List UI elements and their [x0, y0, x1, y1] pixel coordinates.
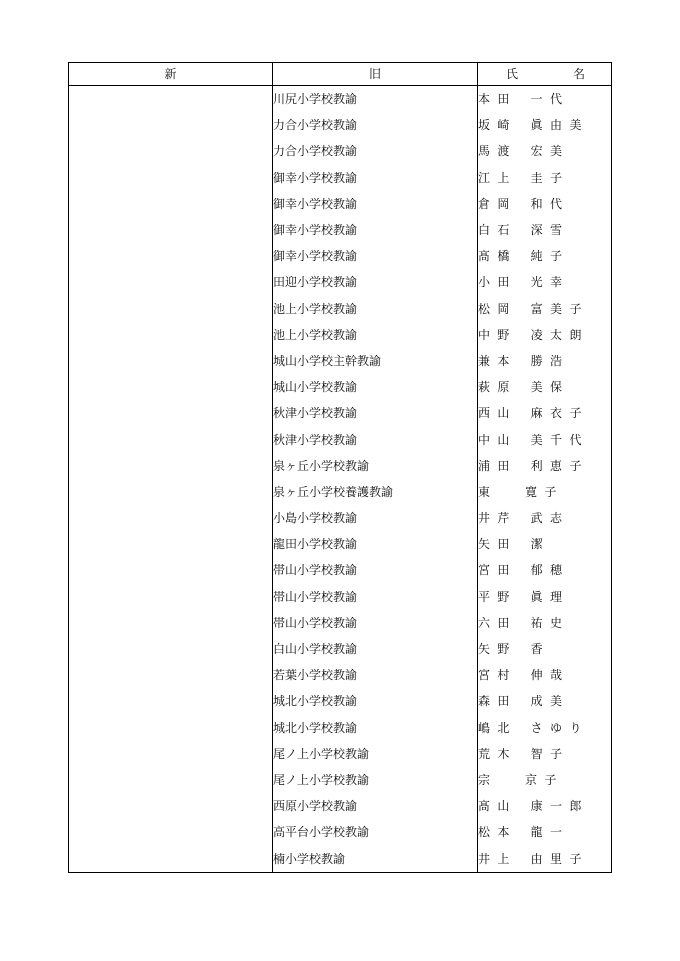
name-cell: 兼 本 勝 浩: [478, 348, 612, 374]
header-new: 新: [69, 63, 273, 86]
name-cell: 矢 田 潔: [478, 531, 612, 557]
table-row: [69, 793, 612, 819]
table-row: [69, 426, 612, 452]
name-cell: 宮 田 郁 穂: [478, 557, 612, 583]
new-position-cell: [69, 845, 273, 872]
table-row: [69, 165, 612, 191]
old-position-cell: 龍田小学校教諭: [273, 531, 478, 557]
new-position-cell: [69, 531, 273, 557]
old-position-cell: 御幸小学校教諭: [273, 165, 478, 191]
old-position-cell: 楠小学校教諭: [273, 845, 478, 872]
new-position-cell: [69, 636, 273, 662]
new-position-cell: [69, 217, 273, 243]
old-position-cell: 小島小学校教諭: [273, 505, 478, 531]
old-position-cell: 帯山小学校教諭: [273, 584, 478, 610]
new-position-cell: [69, 243, 273, 269]
name-cell: 江 上 圭 子: [478, 165, 612, 191]
new-position-cell: [69, 191, 273, 217]
name-cell: 浦 田 利 恵 子: [478, 453, 612, 479]
old-position-cell: 力合小学校教諭: [273, 138, 478, 164]
old-position-cell: 高平台小学校教諭: [273, 819, 478, 845]
header-name-given: 名: [572, 67, 585, 81]
new-position-cell: [69, 348, 273, 374]
name-cell: 白 石 深 雪: [478, 217, 612, 243]
new-position-cell: [69, 165, 273, 191]
new-position-cell: [69, 793, 273, 819]
old-position-cell: 泉ヶ丘小学校教諭: [273, 453, 478, 479]
name-cell: 平 野 眞 理: [478, 584, 612, 610]
old-position-cell: 池上小学校教諭: [273, 296, 478, 322]
new-position-cell: [69, 505, 273, 531]
old-position-cell: 御幸小学校教諭: [273, 191, 478, 217]
new-position-cell: [69, 557, 273, 583]
new-position-cell: [69, 426, 273, 452]
old-position-cell: 池上小学校教諭: [273, 322, 478, 348]
old-position-cell: 力合小学校教諭: [273, 112, 478, 138]
new-position-cell: [69, 819, 273, 845]
name-cell: 中 山 美 千 代: [478, 426, 612, 452]
table-row: [69, 505, 612, 531]
name-cell: 坂 崎 眞 由 美: [478, 112, 612, 138]
new-position-cell: [69, 138, 273, 164]
name-cell: 井 上 由 里 子: [478, 845, 612, 872]
old-position-cell: 帯山小学校教諭: [273, 557, 478, 583]
old-position-cell: 泉ヶ丘小学校養護教諭: [273, 479, 478, 505]
personnel-table: [68, 62, 612, 873]
table-row: [69, 610, 612, 636]
new-position-cell: [69, 767, 273, 793]
name-cell: 髙 橋 純 子: [478, 243, 612, 269]
old-position-cell: 城北小学校教諭: [273, 715, 478, 741]
old-position-cell: 帯山小学校教諭: [273, 610, 478, 636]
new-position-cell: [69, 269, 273, 295]
table-row: [69, 243, 612, 269]
name-cell: 小 田 光 幸: [478, 269, 612, 295]
old-position-cell: 御幸小学校教諭: [273, 217, 478, 243]
header-name-family: 氏: [506, 67, 519, 81]
new-position-cell: [69, 662, 273, 688]
new-position-cell: [69, 610, 273, 636]
header-name: [478, 63, 612, 86]
name-cell: 矢 野 香: [478, 636, 612, 662]
name-cell: 馬 渡 宏 美: [478, 138, 612, 164]
new-position-cell: [69, 296, 273, 322]
name-cell: 嶋 北 さ ゆ り: [478, 715, 612, 741]
name-cell: 井 芹 武 志: [478, 505, 612, 531]
table-row: [69, 86, 612, 113]
old-position-cell: 秋津小学校教諭: [273, 400, 478, 426]
table-row: [69, 688, 612, 714]
name-cell: 西 山 麻 衣 子: [478, 400, 612, 426]
new-position-cell: [69, 453, 273, 479]
old-position-cell: 尾ノ上小学校教諭: [273, 741, 478, 767]
old-position-cell: 西原小学校教諭: [273, 793, 478, 819]
name-cell: 宮 村 伸 哉: [478, 662, 612, 688]
new-position-cell: [69, 479, 273, 505]
table-row: [69, 191, 612, 217]
new-position-cell: [69, 112, 273, 138]
table-row: [69, 348, 612, 374]
table-row: [69, 138, 612, 164]
name-cell: 宗 京 子: [478, 767, 612, 793]
table-row: [69, 584, 612, 610]
old-position-cell: 白山小学校教諭: [273, 636, 478, 662]
table-row: [69, 217, 612, 243]
table-row: [69, 819, 612, 845]
name-cell: 松 岡 富 美 子: [478, 296, 612, 322]
table-row: [69, 741, 612, 767]
old-position-cell: 田迎小学校教諭: [273, 269, 478, 295]
old-position-cell: 若葉小学校教諭: [273, 662, 478, 688]
new-position-cell: [69, 400, 273, 426]
table-row: [69, 400, 612, 426]
name-cell: 松 本 龍 一: [478, 819, 612, 845]
table-row: [69, 845, 612, 872]
table-row: [69, 479, 612, 505]
name-cell: 東 寛 子: [478, 479, 612, 505]
new-position-cell: [69, 715, 273, 741]
new-position-cell: [69, 741, 273, 767]
table-body: [69, 86, 612, 873]
name-cell: 萩 原 美 保: [478, 374, 612, 400]
table-row: [69, 636, 612, 662]
old-position-cell: 城山小学校主幹教諭: [273, 348, 478, 374]
new-position-cell: [69, 688, 273, 714]
old-position-cell: 川尻小学校教諭: [273, 86, 478, 113]
new-position-cell: [69, 322, 273, 348]
name-cell: 森 田 成 美: [478, 688, 612, 714]
old-position-cell: 城北小学校教諭: [273, 688, 478, 714]
new-position-cell: [69, 584, 273, 610]
table-row: [69, 269, 612, 295]
name-cell: 六 田 祐 史: [478, 610, 612, 636]
old-position-cell: 御幸小学校教諭: [273, 243, 478, 269]
table-row: [69, 374, 612, 400]
table-row: [69, 531, 612, 557]
table-row: [69, 662, 612, 688]
old-position-cell: 城山小学校教諭: [273, 374, 478, 400]
table-row: [69, 557, 612, 583]
table-row: [69, 296, 612, 322]
table-row: [69, 112, 612, 138]
name-cell: 本 田 一 代: [478, 86, 612, 113]
name-cell: 髙 山 康 一 郎: [478, 793, 612, 819]
new-position-cell: [69, 86, 273, 113]
new-position-cell: [69, 374, 273, 400]
header-old: 旧: [273, 63, 478, 86]
name-cell: 倉 岡 和 代: [478, 191, 612, 217]
table-row: [69, 453, 612, 479]
table-row: [69, 715, 612, 741]
name-cell: 中 野 凌 太 朗: [478, 322, 612, 348]
table-row: [69, 767, 612, 793]
old-position-cell: 秋津小学校教諭: [273, 426, 478, 452]
old-position-cell: 尾ノ上小学校教諭: [273, 767, 478, 793]
name-cell: 荒 木 智 子: [478, 741, 612, 767]
table-row: [69, 322, 612, 348]
header-row: [69, 63, 612, 86]
